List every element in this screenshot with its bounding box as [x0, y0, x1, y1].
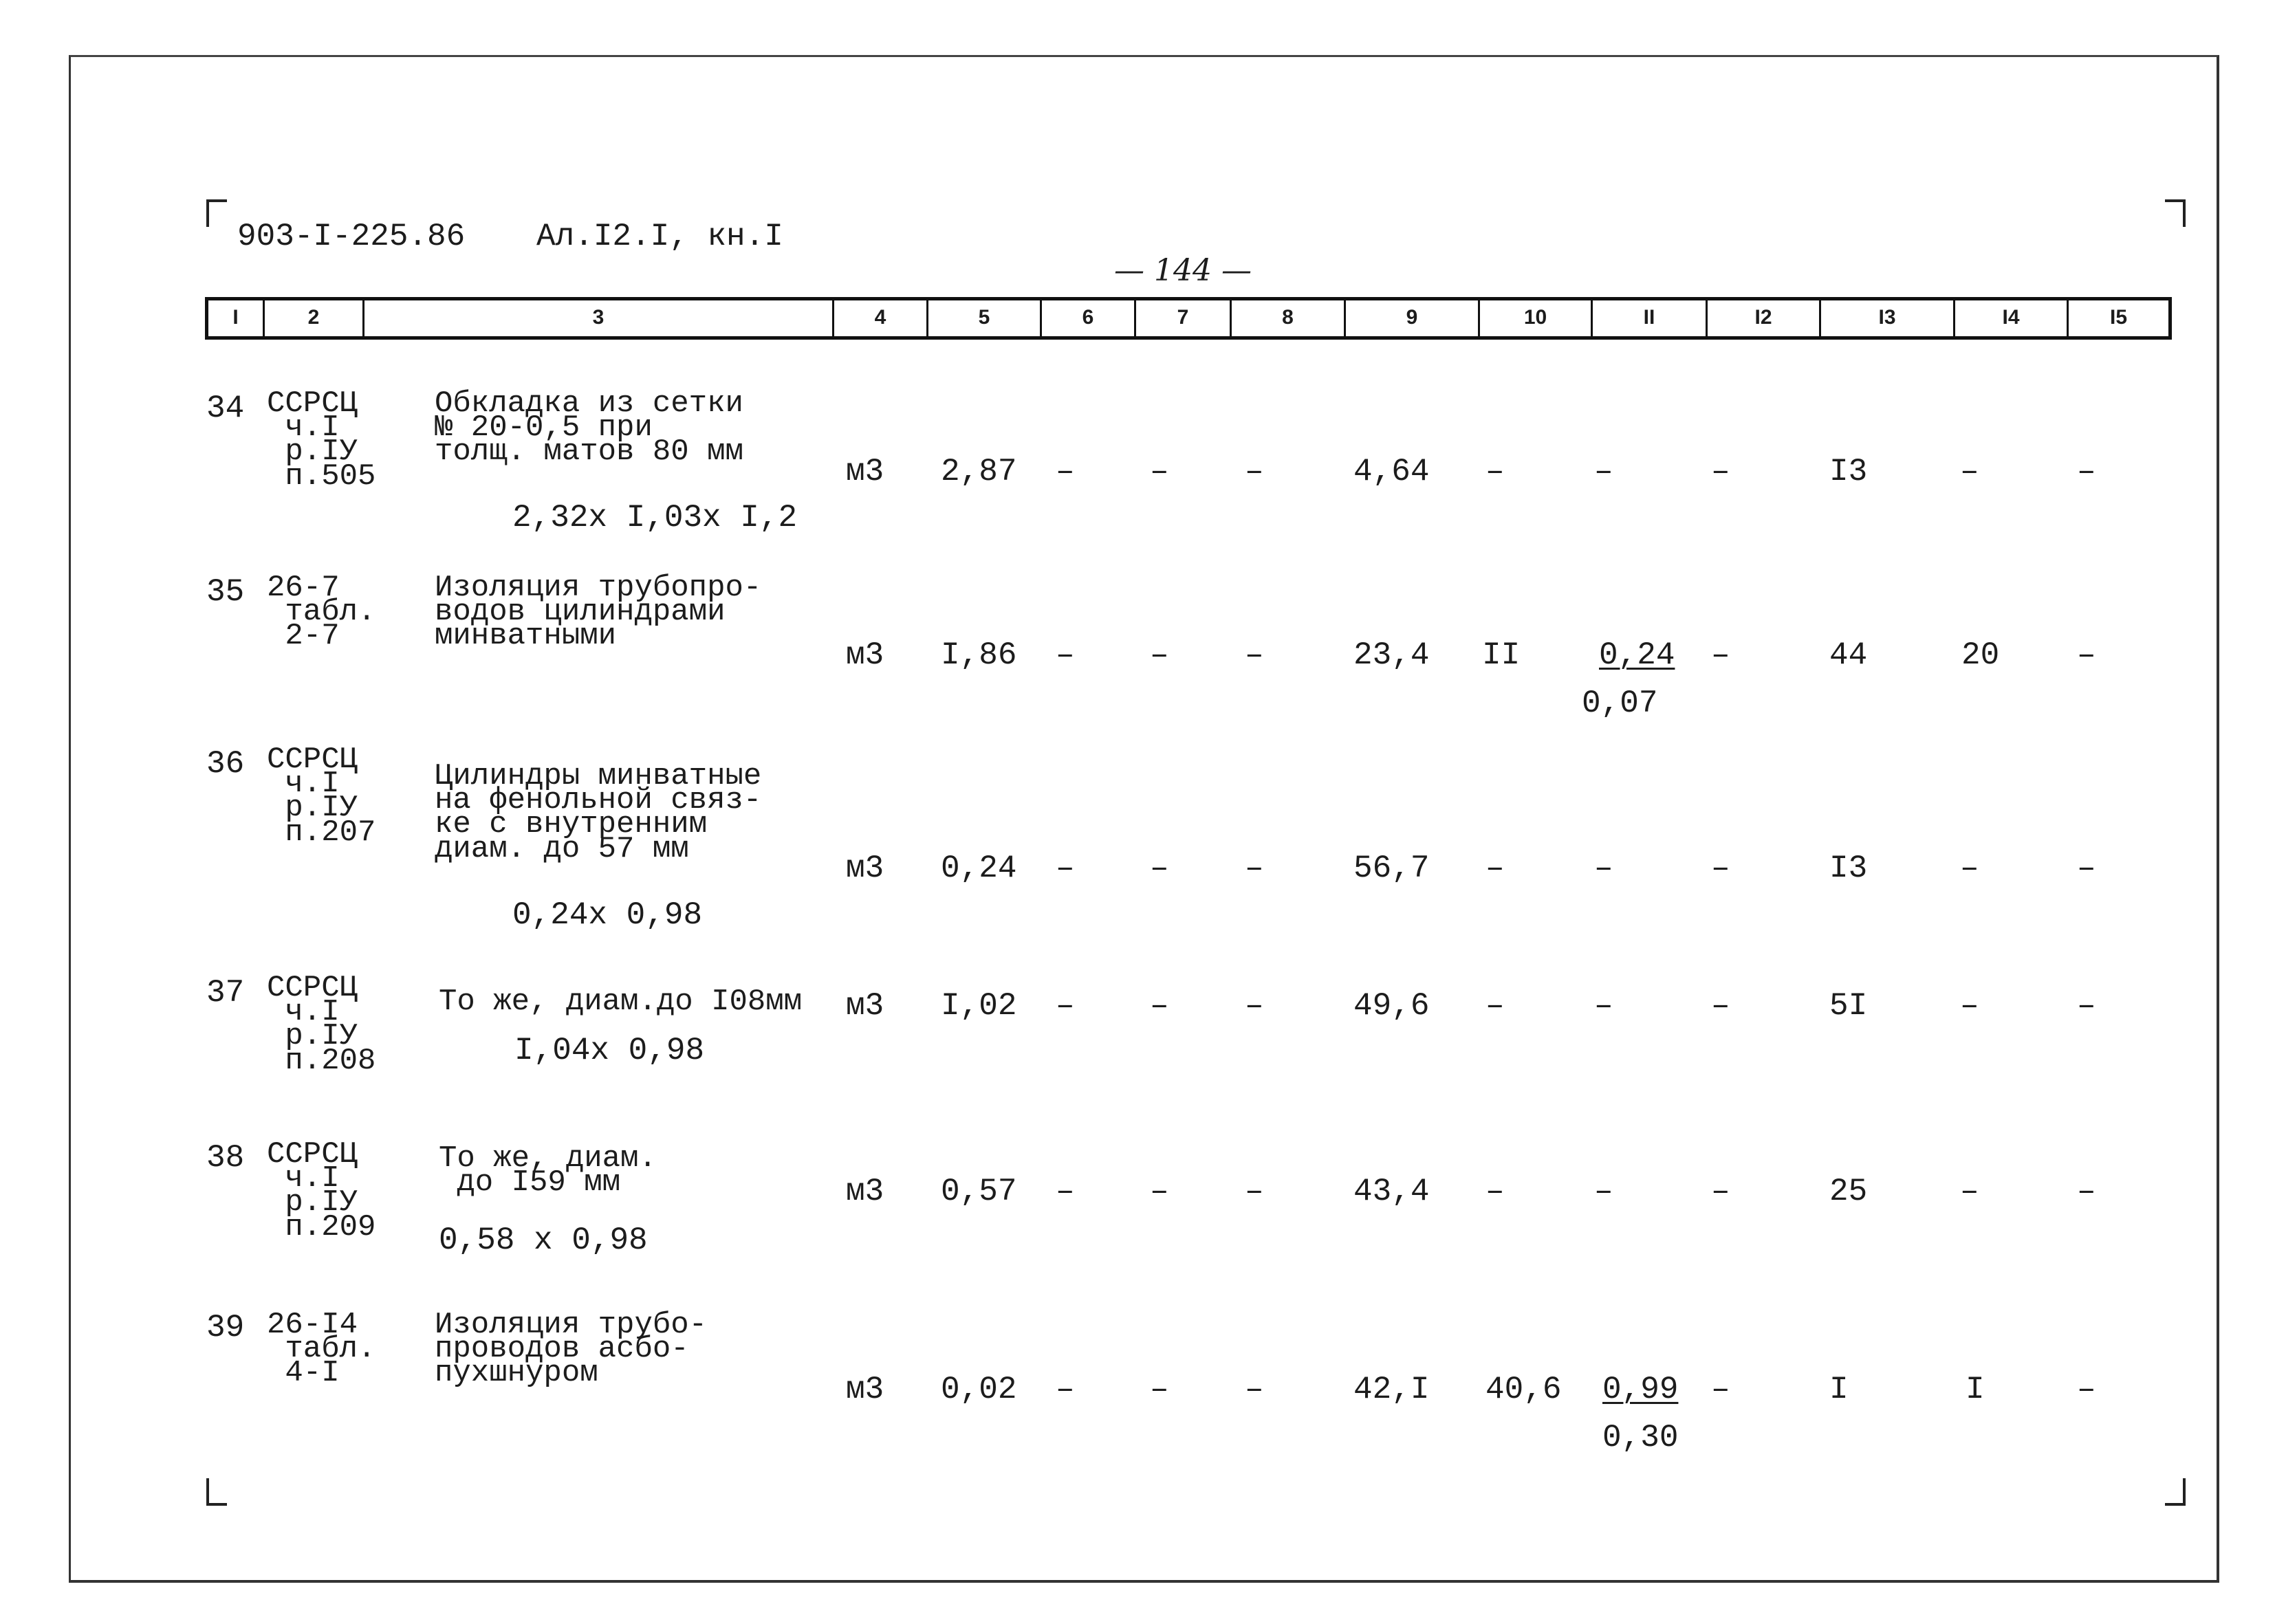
album-reference: Ал.I2.I, кн.I [536, 219, 783, 254]
col6-value: – [1056, 1174, 1075, 1209]
col8-value: – [1245, 637, 1264, 673]
col8-value: – [1245, 454, 1264, 490]
work-description: Изоляция трубопро- водов цилиндрами минватными [435, 571, 762, 654]
row-number: 34 [206, 391, 245, 426]
col6-value: – [1056, 637, 1075, 673]
col6-value: – [1056, 454, 1075, 490]
quantity: 2,87 [941, 454, 1017, 490]
column-header-cell: I4 [1955, 300, 2069, 336]
col14-value: – [1960, 1174, 1979, 1209]
col13-value: I3 [1829, 851, 1868, 886]
column-header-cell: I5 [2109, 306, 2128, 329]
col15-value: – [2077, 1372, 2096, 1407]
col8-value: – [1245, 1372, 1264, 1407]
col7-value: – [1150, 1372, 1169, 1407]
column-header-cell: 8 [1232, 300, 1346, 336]
unit: м3 [846, 1174, 884, 1209]
col9-value: 4,64 [1353, 454, 1430, 490]
norm-reference: ССРСЦ ч.I р.IУ п.209 [267, 1137, 376, 1244]
work-description: То же, диам. до I59 мм [439, 1141, 657, 1200]
column-header-cell: 10 [1480, 300, 1593, 336]
quantity: 0,24 [941, 851, 1017, 886]
column-header-cell: I2 [1708, 300, 1821, 336]
col12-value: – [1711, 988, 1730, 1024]
col10-value: – [1485, 454, 1505, 490]
corner-mark-bottom-right [2165, 1478, 2186, 1506]
col10-value: – [1485, 1174, 1505, 1209]
column-header-cell: II [1593, 300, 1708, 336]
work-description: Обкладка из сетки № 20-0,5 при толщ. матов 80 мм [435, 386, 743, 470]
page-number: — 144 — [1114, 253, 1252, 288]
col14-value: – [1960, 851, 1979, 886]
col9-value: 42,I [1353, 1372, 1430, 1407]
col13-value: I3 [1829, 454, 1868, 490]
col7-value: – [1150, 851, 1169, 886]
norm-reference: ССРСЦ ч.I р.IУ п.505 [267, 386, 376, 494]
col12-value: – [1711, 454, 1730, 490]
row-number: 38 [206, 1140, 245, 1176]
column-header-cell: 3 [364, 300, 834, 336]
quantity-calculation: I,04х 0,98 [514, 1033, 705, 1068]
col14-value: 20 [1961, 637, 2000, 673]
norm-reference: ССРСЦ ч.I р.IУ п.208 [267, 971, 376, 1078]
work-description: Изоляция трубо- проводов асбо- пухшнуром [435, 1308, 708, 1391]
col9-value: 23,4 [1353, 637, 1430, 673]
col15-value: – [2077, 988, 2096, 1024]
col11-subvalue: 0,30 [1602, 1420, 1679, 1456]
unit: м3 [846, 851, 884, 886]
unit: м3 [846, 454, 884, 490]
column-header-cell: 5 [928, 300, 1042, 336]
quantity: I,86 [941, 637, 1017, 673]
column-header-cell: I [208, 300, 265, 336]
col14-value: – [1960, 454, 1979, 490]
quantity-calculation: 0,24х 0,98 [512, 897, 703, 933]
col14-value: I [1966, 1372, 1985, 1407]
quantity-calculation: 2,32х I,03х I,2 [512, 500, 798, 536]
col12-value: – [1711, 1372, 1730, 1407]
column-header-cell: 9 [1346, 300, 1480, 336]
col10-value: – [1485, 988, 1505, 1024]
col12-value: – [1711, 1174, 1730, 1209]
unit: м3 [846, 1372, 884, 1407]
work-description: То же, диам.до I08мм [439, 985, 803, 1019]
col12-value: – [1711, 637, 1730, 673]
unit: м3 [846, 637, 884, 673]
document-code: 903-I-225.86 [237, 219, 466, 254]
col11-value: – [1594, 454, 1613, 490]
col11-value: – [1594, 988, 1613, 1024]
col12-value: – [1711, 851, 1730, 886]
column-header-cell: 2 [265, 300, 364, 336]
col15-value: – [2077, 637, 2096, 673]
col9-value: 43,4 [1353, 1174, 1430, 1209]
col7-value: – [1150, 988, 1169, 1024]
corner-mark-top-right [2165, 199, 2186, 227]
col11-value: 0,99 [1602, 1372, 1679, 1407]
quantity: 0,02 [941, 1372, 1017, 1407]
col7-value: – [1150, 637, 1169, 673]
work-description: Цилиндры минватные на фенольной связ- ке с внутренним диам. до 57 мм [435, 759, 762, 866]
col10-value: 40,6 [1485, 1372, 1562, 1407]
col11-value: – [1594, 1174, 1613, 1209]
col6-value: – [1056, 851, 1075, 886]
col14-value: – [1960, 988, 1979, 1024]
col13-value: 44 [1829, 637, 1868, 673]
col15-value: – [2077, 851, 2096, 886]
col10-value: – [1485, 851, 1505, 886]
column-number-header [205, 297, 2172, 340]
quantity: I,02 [941, 988, 1017, 1024]
corner-mark-top-left [206, 199, 227, 227]
norm-reference: 26-I4 табл. 4-I [267, 1308, 376, 1391]
col9-value: 56,7 [1353, 851, 1430, 886]
col6-value: – [1056, 988, 1075, 1024]
norm-reference: ССРСЦ ч.I р.IУ п.207 [267, 743, 376, 850]
norm-reference: 26-7 табл. 2-7 [267, 571, 376, 654]
col8-value: – [1245, 988, 1264, 1024]
unit: м3 [846, 988, 884, 1024]
column-header-cell: 6 [1042, 300, 1136, 336]
col7-value: – [1150, 454, 1169, 490]
column-header-cell: 7 [1136, 300, 1232, 336]
quantity-calculation: 0,58 х 0,98 [439, 1222, 648, 1258]
column-header-cell: I3 [1821, 300, 1955, 336]
col15-value: – [2077, 454, 2096, 490]
row-number: 35 [206, 574, 245, 610]
col15-value: – [2077, 1174, 2096, 1209]
row-number: 39 [206, 1310, 245, 1346]
col11-value: – [1594, 851, 1613, 886]
col8-value: – [1245, 1174, 1264, 1209]
quantity: 0,57 [941, 1174, 1017, 1209]
col13-value: 5I [1829, 988, 1868, 1024]
col9-value: 49,6 [1353, 988, 1430, 1024]
col6-value: – [1056, 1372, 1075, 1407]
row-number: 37 [206, 975, 245, 1011]
column-header-cell: 4 [834, 300, 928, 336]
row-number: 36 [206, 746, 245, 782]
col11-value: 0,24 [1599, 637, 1675, 673]
col13-value: 25 [1829, 1174, 1868, 1209]
col8-value: – [1245, 851, 1264, 886]
col7-value: – [1150, 1174, 1169, 1209]
corner-mark-bottom-left [206, 1478, 227, 1506]
col13-value: I [1829, 1372, 1849, 1407]
col11-subvalue: 0,07 [1582, 685, 1658, 721]
col10-value: II [1482, 637, 1521, 673]
